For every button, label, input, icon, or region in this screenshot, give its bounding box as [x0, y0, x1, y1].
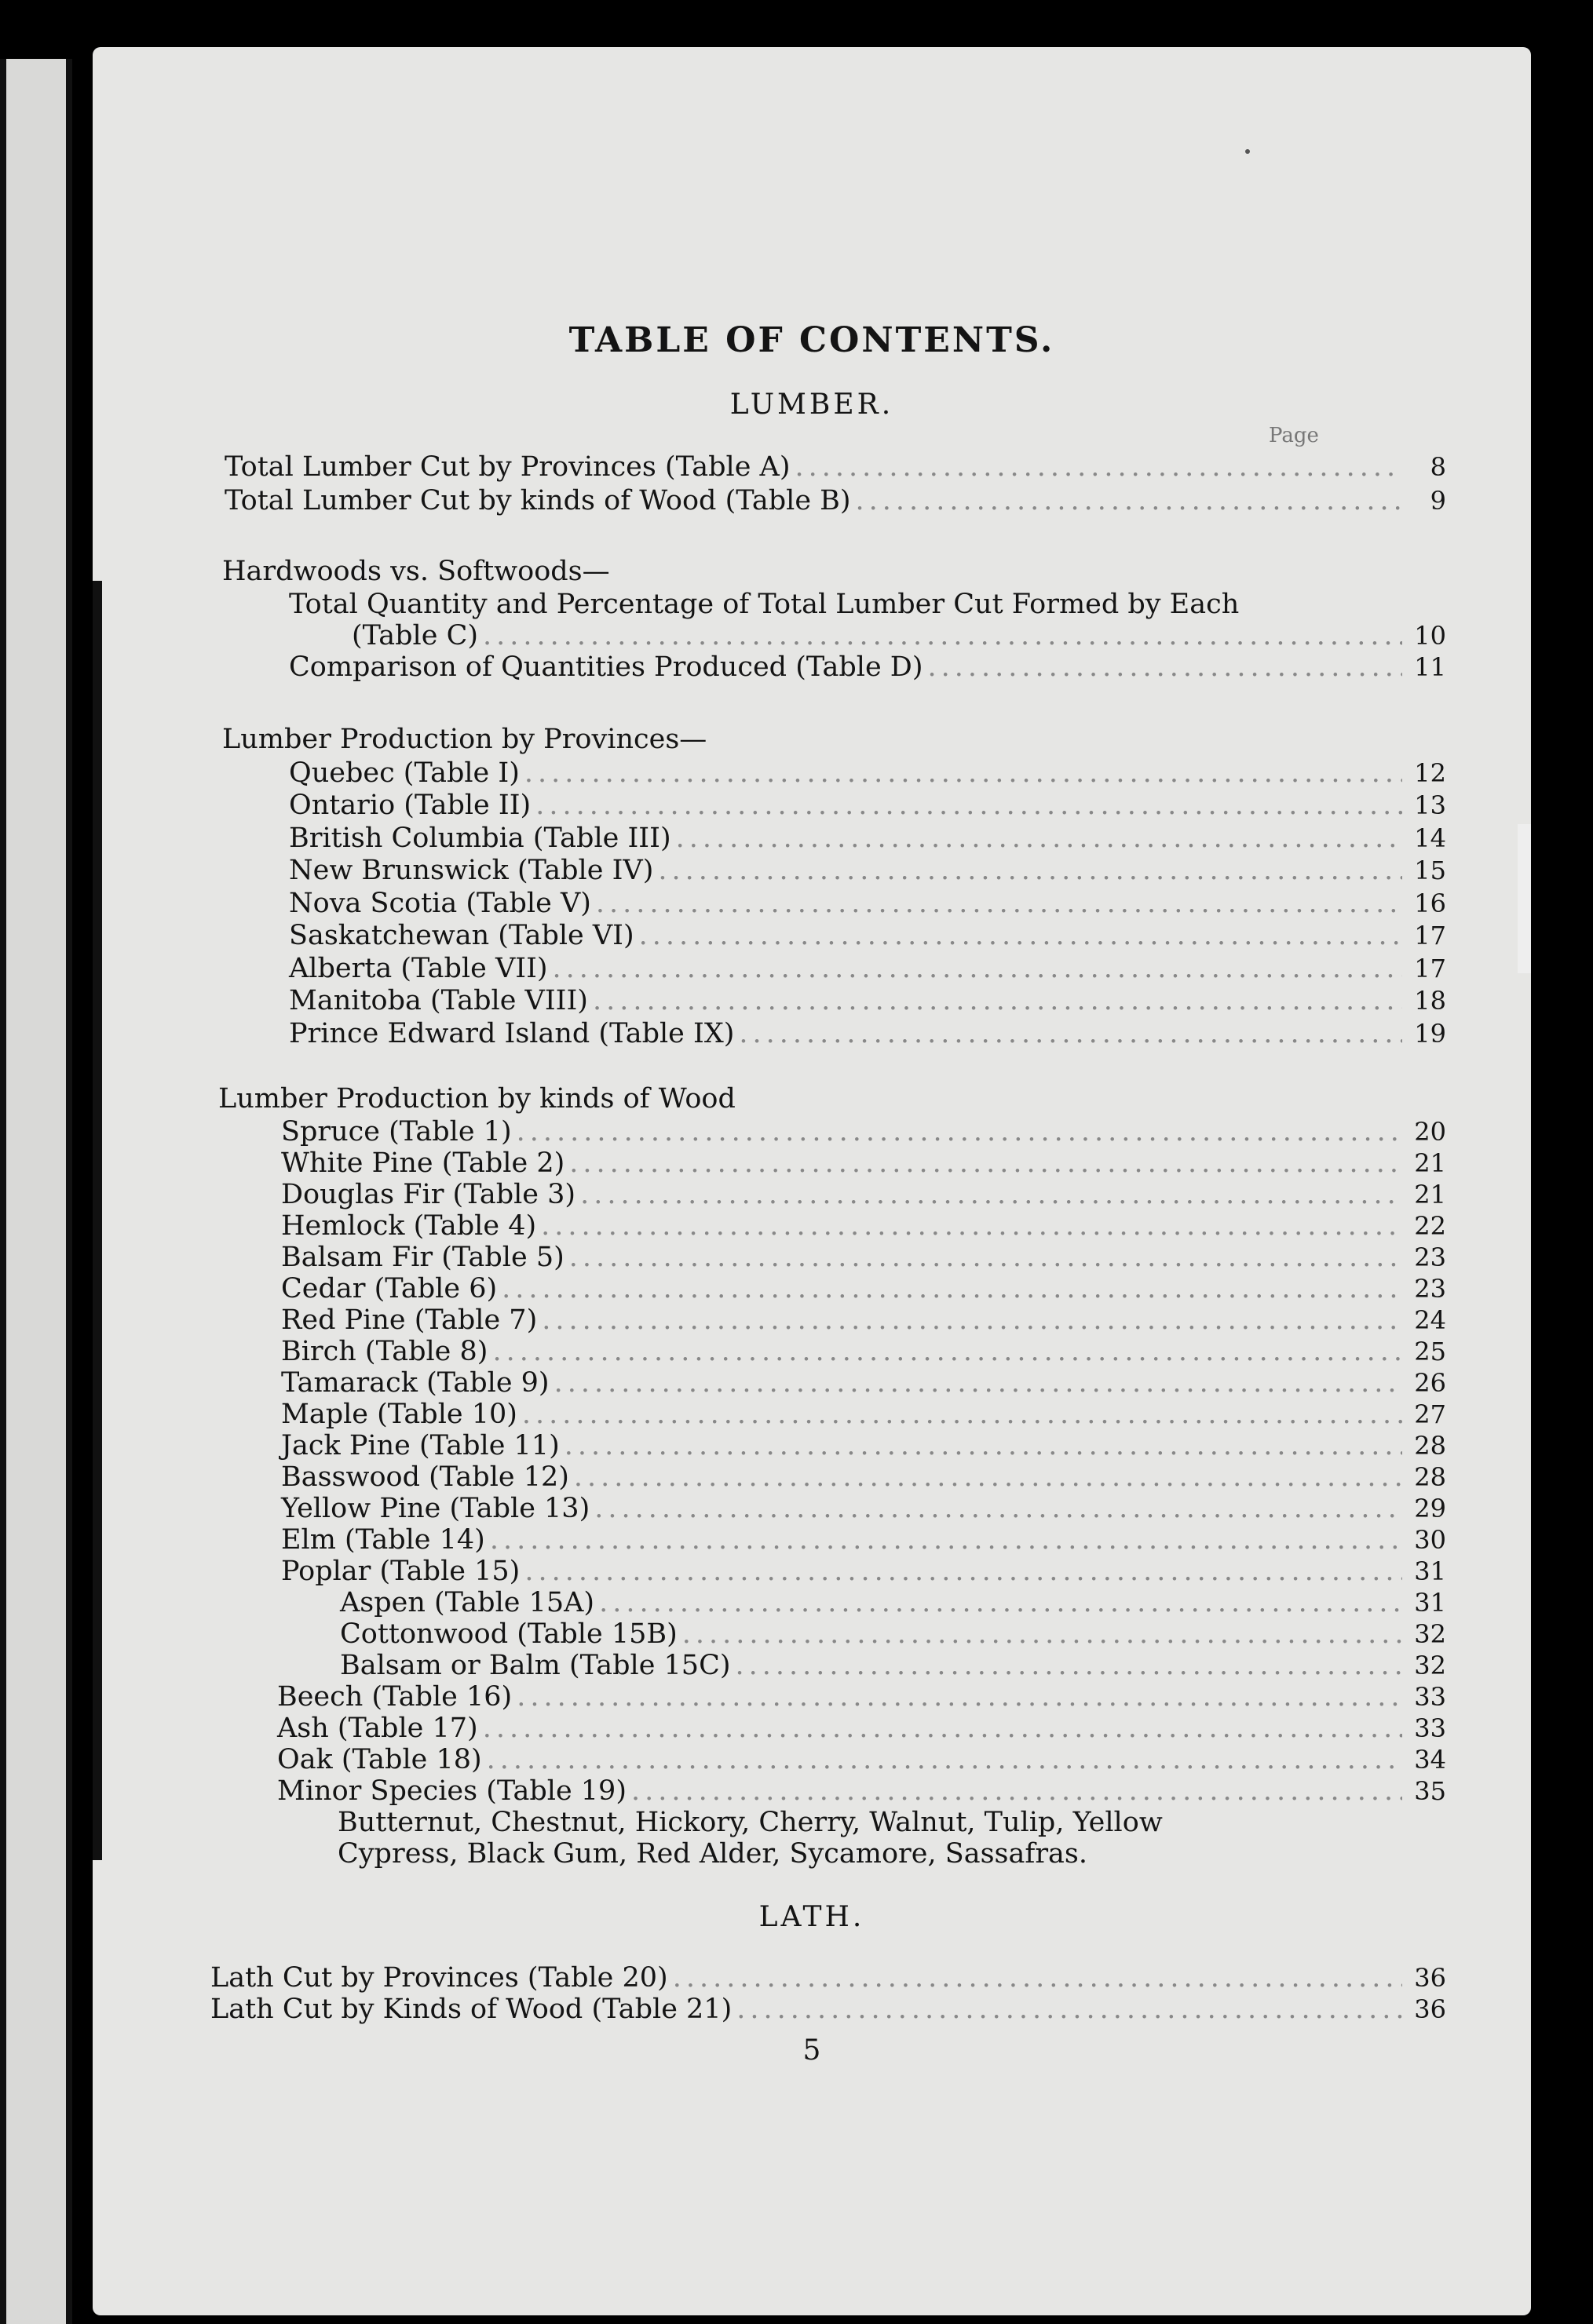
- toc-entry-page: 28: [1414, 1462, 1446, 1492]
- toc-entry-label: Saskatchewan (Table VI): [289, 920, 634, 951]
- toc-entry[interactable]: [289, 790, 1446, 824]
- toc-entry-label: Jack Pine (Table 11): [281, 1430, 560, 1461]
- toc-entry-label: Lath Cut by Provinces (Table 20): [210, 1962, 668, 1994]
- toc-entry-page: 11: [1414, 652, 1446, 682]
- toc-entry-page: 21: [1414, 1180, 1446, 1209]
- toc-entry-page: 35: [1414, 1776, 1446, 1806]
- toc-entry-label: Balsam or Balm (Table 15C): [340, 1650, 731, 1681]
- toc-entry[interactable]: [281, 1493, 1446, 1527]
- toc-group-heading: Lumber Production by Provinces—: [222, 724, 707, 755]
- minor-species-list: Cypress, Black Gum, Red Alder, Sycamore, Sassafras.: [338, 1838, 1087, 1870]
- toc-entry-label: Basswood (Table 12): [281, 1461, 569, 1493]
- leader-dots: [483, 620, 1402, 651]
- toc-entry[interactable]: [210, 1962, 1446, 1997]
- toc-entry-label: Ontario (Table II): [289, 790, 532, 821]
- toc-entry-page: 32: [1414, 1619, 1446, 1649]
- toc-entry-page: 33: [1414, 1682, 1446, 1712]
- page-title: TABLE OF CONTENTS.: [568, 320, 1055, 360]
- toc-entry-label: (Table C): [352, 620, 479, 651]
- leader-dots: [492, 1336, 1402, 1367]
- toc-entry-page: 32: [1414, 1651, 1446, 1680]
- toc-entry[interactable]: [281, 1430, 1446, 1465]
- toc-entry-label: Oak (Table 18): [277, 1744, 482, 1775]
- leader-dots: [795, 451, 1403, 483]
- leader-dots: [524, 1556, 1402, 1587]
- toc-entry-label: Red Pine (Table 7): [281, 1304, 538, 1336]
- toc-entry-label: Prince Edward Island (Table IX): [289, 1018, 735, 1049]
- leader-dots: [594, 1493, 1402, 1524]
- toc-entry[interactable]: [281, 1210, 1446, 1245]
- leader-dots: [542, 1304, 1402, 1336]
- toc-entry-page: 26: [1414, 1368, 1446, 1398]
- toc-entry-label: Birch (Table 8): [281, 1336, 488, 1367]
- toc-entry[interactable]: [289, 985, 1446, 1020]
- toc-entry-label: Total Lumber Cut by kinds of Wood (Table B): [225, 485, 851, 516]
- leader-dots: [502, 1273, 1402, 1304]
- toc-entry-label: Elm (Table 14): [281, 1524, 485, 1556]
- toc-entry-page: 22: [1414, 1211, 1446, 1241]
- toc-entry-page: 29: [1414, 1494, 1446, 1523]
- toc-entry-page: 24: [1414, 1305, 1446, 1335]
- toc-entry-label: Cedar (Table 6): [281, 1273, 498, 1304]
- leader-dots: [676, 823, 1402, 854]
- leader-dots: [553, 953, 1402, 984]
- toc-group-heading: Lumber Production by kinds of Wood: [218, 1083, 736, 1115]
- toc-entry[interactable]: [277, 1713, 1446, 1747]
- toc-entry[interactable]: [281, 1304, 1446, 1339]
- toc-entry-page: 31: [1414, 1556, 1446, 1586]
- toc-entry-label: Lath Cut by Kinds of Wood (Table 21): [210, 1994, 733, 2025]
- toc-entry-label: Quebec (Table I): [289, 757, 520, 789]
- toc-entry-label: Total Lumber Cut by Provinces (Table A): [225, 451, 791, 483]
- toc-entry-page: 28: [1414, 1431, 1446, 1461]
- leader-dots: [517, 1681, 1402, 1713]
- toc-entry-page: 23: [1414, 1242, 1446, 1272]
- toc-entry-page: 21: [1414, 1148, 1446, 1178]
- toc-entry[interactable]: [281, 1273, 1446, 1308]
- leader-dots: [928, 651, 1403, 683]
- toc-entry[interactable]: [352, 620, 1446, 655]
- toc-entry[interactable]: [289, 888, 1446, 922]
- toc-entry-page: 17: [1414, 921, 1446, 950]
- leader-dots: [631, 1775, 1402, 1807]
- toc-entry[interactable]: [281, 1367, 1446, 1402]
- leader-dots: [569, 1147, 1402, 1179]
- leader-dots: [535, 790, 1402, 821]
- section-heading-lath: LATH.: [758, 1901, 865, 1933]
- leader-dots: [739, 1018, 1402, 1049]
- toc-entry[interactable]: [340, 1587, 1446, 1622]
- toc-entry-label: Poplar (Table 15): [281, 1556, 521, 1587]
- toc-entry-label: Minor Species (Table 19): [277, 1775, 627, 1807]
- document-page: [93, 47, 1531, 2315]
- section-heading-lumber: LUMBER.: [729, 389, 894, 421]
- torn-edge: [1518, 824, 1531, 973]
- toc-entry[interactable]: [281, 1147, 1446, 1182]
- toc-entry-page: 36: [1414, 1994, 1446, 2024]
- toc-entry-page: 8: [1430, 452, 1446, 482]
- leader-dots: [593, 985, 1402, 1016]
- leader-dots: [596, 888, 1402, 919]
- binding-shadow: [93, 581, 102, 1860]
- leader-dots: [736, 1994, 1402, 2025]
- toc-entry[interactable]: [289, 953, 1446, 987]
- toc-entry-label: Tamarack (Table 9): [281, 1367, 550, 1399]
- toc-entry-label: Manitoba (Table VIII): [289, 985, 588, 1016]
- toc-entry-page: 13: [1414, 790, 1446, 820]
- toc-entry[interactable]: [289, 855, 1446, 889]
- toc-entry[interactable]: [289, 651, 1446, 686]
- adjacent-page-edge: [0, 59, 72, 2324]
- toc-entry-page: 19: [1414, 1019, 1446, 1049]
- toc-entry-page: 15: [1414, 856, 1446, 885]
- toc-entry[interactable]: [281, 1524, 1446, 1559]
- toc-entry-label: Cottonwood (Table 15B): [340, 1618, 678, 1650]
- toc-entry-page: 31: [1414, 1588, 1446, 1618]
- toc-entry[interactable]: [210, 1994, 1446, 2028]
- toc-entry-label: Yellow Pine (Table 13): [281, 1493, 590, 1524]
- toc-entry[interactable]: [277, 1775, 1446, 1810]
- toc-entry[interactable]: [289, 757, 1446, 792]
- leader-dots: [487, 1744, 1402, 1775]
- toc-entry-label: Aspen (Table 15A): [340, 1587, 595, 1618]
- toc-entry[interactable]: [340, 1650, 1446, 1684]
- toc-entry[interactable]: [289, 1018, 1446, 1053]
- leader-dots: [673, 1962, 1402, 1994]
- toc-entry-label: Spruce (Table 1): [281, 1116, 512, 1147]
- toc-entry-label: Nova Scotia (Table V): [289, 888, 591, 919]
- toc-entry[interactable]: [281, 1179, 1446, 1213]
- minor-species-list: Butternut, Chestnut, Hickory, Cherry, Walnut, Tulip, Yellow: [338, 1807, 1163, 1838]
- leader-dots: [483, 1713, 1402, 1744]
- leader-dots: [517, 1116, 1402, 1147]
- toc-entry-label: White Pine (Table 2): [281, 1147, 565, 1179]
- toc-entry-page: 16: [1414, 888, 1446, 918]
- toc-entry-label: Balsam Fir (Table 5): [281, 1242, 564, 1273]
- leader-dots: [856, 485, 1402, 516]
- leader-dots: [574, 1461, 1402, 1493]
- leader-dots: [490, 1524, 1402, 1556]
- toc-entry-label: Maple (Table 10): [281, 1399, 517, 1430]
- toc-entry-page: 9: [1430, 486, 1446, 516]
- toc-entry[interactable]: [281, 1336, 1446, 1370]
- toc-entry-label: Hemlock (Table 4): [281, 1210, 537, 1242]
- speck-mark: [1245, 149, 1250, 154]
- toc-entry[interactable]: [225, 485, 1446, 520]
- toc-entry-label: New Brunswick (Table IV): [289, 855, 654, 886]
- toc-entry-page: 30: [1414, 1525, 1446, 1555]
- toc-entry-label: Beech (Table 16): [277, 1681, 513, 1713]
- toc-entry-label: Total Quantity and Percentage of Total Lumber Cut Formed by Each: [289, 589, 1240, 620]
- toc-entry-label: British Columbia (Table III): [289, 823, 671, 854]
- leader-dots: [580, 1179, 1402, 1210]
- toc-entry[interactable]: [281, 1556, 1446, 1590]
- toc-entry-page: 33: [1414, 1713, 1446, 1743]
- toc-group-heading: Hardwoods vs. Softwoods—: [222, 556, 610, 587]
- toc-entry-label: Comparison of Quantities Produced (Table D): [289, 651, 923, 683]
- leader-dots: [682, 1618, 1402, 1650]
- leader-dots: [639, 920, 1402, 951]
- toc-entry-page: 14: [1414, 823, 1446, 853]
- leader-dots: [524, 757, 1402, 789]
- leader-dots: [522, 1399, 1402, 1430]
- toc-entry[interactable]: [277, 1744, 1446, 1779]
- toc-entry[interactable]: [340, 1618, 1446, 1653]
- toc-entry[interactable]: [281, 1116, 1446, 1151]
- leader-dots: [554, 1367, 1402, 1399]
- page-number: 5: [802, 2034, 821, 2067]
- toc-entry-label: Ash (Table 17): [277, 1713, 478, 1744]
- toc-entry[interactable]: [289, 920, 1446, 954]
- toc-entry-page: 23: [1414, 1274, 1446, 1304]
- toc-entry-page: 12: [1414, 758, 1446, 788]
- toc-entry-page: 27: [1414, 1399, 1446, 1429]
- leader-dots: [569, 1242, 1402, 1273]
- toc-entry-page: 10: [1414, 621, 1446, 651]
- toc-entry-page: 34: [1414, 1745, 1446, 1775]
- page-column-label: Page: [1269, 424, 1319, 447]
- toc-entry[interactable]: [225, 451, 1446, 486]
- toc-entry-page: 20: [1414, 1117, 1446, 1147]
- leader-dots: [736, 1650, 1402, 1681]
- leader-dots: [564, 1430, 1402, 1461]
- toc-entry[interactable]: [281, 1242, 1446, 1276]
- toc-entry[interactable]: [289, 823, 1446, 857]
- toc-entry-page: 18: [1414, 986, 1446, 1016]
- leader-dots: [541, 1210, 1402, 1242]
- toc-entry[interactable]: [277, 1681, 1446, 1716]
- leader-dots: [658, 855, 1402, 886]
- toc-entry-page: 25: [1414, 1337, 1446, 1366]
- toc-entry[interactable]: [281, 1461, 1446, 1496]
- toc-entry-page: 17: [1414, 954, 1446, 983]
- leader-dots: [599, 1587, 1402, 1618]
- toc-entry[interactable]: [281, 1399, 1446, 1433]
- toc-entry-label: Douglas Fir (Table 3): [281, 1179, 576, 1210]
- toc-entry-label: Alberta (Table VII): [289, 953, 548, 984]
- toc-entry-page: 36: [1414, 1963, 1446, 1993]
